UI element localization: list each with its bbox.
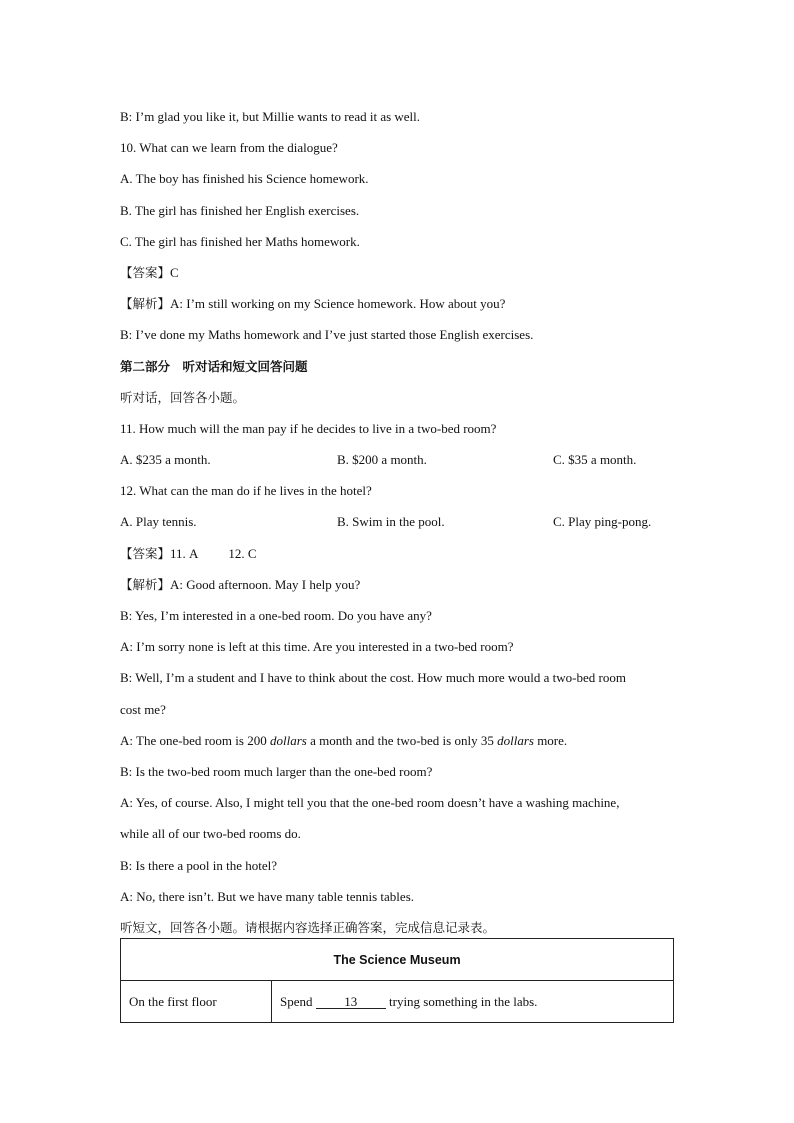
dialogue-line: A: I’m sorry none is left at this time. Are you interested in a two-bed room? xyxy=(120,639,514,655)
instruction-dialogue: 听对话，回答各小题。 xyxy=(120,389,246,405)
question-12-option-c: C. Play ping-pong. xyxy=(553,514,652,530)
table-header-row xyxy=(121,939,674,981)
document-body xyxy=(120,101,676,943)
question-10: 10. What can we learn from the dialogue? xyxy=(120,140,338,156)
answer-value: C xyxy=(170,264,179,280)
question-10-option-a: A. The boy has finished his Science homework. xyxy=(120,171,369,187)
explanation-tag: 【解析】 xyxy=(120,576,171,592)
explanation-line-1 xyxy=(120,288,676,319)
question-11-option-a: A. $235 a month. xyxy=(120,452,211,468)
dialogue-text: a month and the two-bed is only 35 xyxy=(306,732,498,748)
answer-line-1 xyxy=(120,257,676,288)
answer-blank: 13 xyxy=(316,995,386,1009)
dialogue-line: B: I’m glad you like it, but Millie wants to read it as well. xyxy=(120,109,421,124)
dialogue-line xyxy=(120,725,676,756)
dialogue-text: more. xyxy=(533,732,568,748)
explanation-tag: 【解析】 xyxy=(120,296,171,312)
dialogue-line-continued: while all of our two-bed rooms do. xyxy=(120,826,301,842)
answer-value-11: 11. A xyxy=(170,545,199,561)
explanation-line-2: B: I’ve done my Maths homework and I’ve just started those English exercises. xyxy=(120,327,534,343)
answer-tag: 【答案】 xyxy=(120,264,171,280)
table-title: The Science Museum xyxy=(121,939,674,981)
question-11-options xyxy=(120,444,676,475)
question-12-option-a: A. Play tennis. xyxy=(120,514,197,530)
question-11-option-b: B. $200 a month. xyxy=(337,452,427,468)
question-12-options xyxy=(120,506,676,537)
dialogue-line: B: Is there a pool in the hotel? xyxy=(120,857,278,873)
explanation-text: A: Good afternoon. May I help you? xyxy=(170,576,361,592)
cell-text: Spend xyxy=(280,993,316,1009)
explanation-line-3 xyxy=(120,569,676,600)
section-title: 第二部分 听对话和短文回答问题 xyxy=(120,358,308,374)
question-12-option-b: B. Swim in the pool. xyxy=(337,514,445,530)
question-10-option-c: C. The girl has finished her Maths homework. xyxy=(120,233,360,249)
table-row xyxy=(121,981,674,1023)
dialogue-line: B: Well, I’m a student and I have to think about the cost. How much more would a two-bed room xyxy=(120,670,626,686)
cell-text: trying something in the labs. xyxy=(385,993,538,1009)
answer-tag: 【答案】 xyxy=(120,545,171,561)
info-record-table xyxy=(120,938,674,1023)
answer-line-2 xyxy=(120,538,676,569)
dialogue-line-continued: cost me? xyxy=(120,701,166,717)
table-cell-content xyxy=(272,981,674,1023)
question-12: 12. What can the man do if he lives in the hotel? xyxy=(120,483,372,499)
dialogue-text: A: The one-bed room is 200 xyxy=(120,732,270,748)
table-cell-label: On the first floor xyxy=(121,981,272,1023)
answer-value-12: 12. C xyxy=(228,545,257,561)
dialogue-line: B: Is the two-bed room much larger than the one-bed room? xyxy=(120,763,433,779)
explanation-text: A: I’m still working on my Science homework. How about you? xyxy=(170,296,506,312)
question-10-option-b: B. The girl has finished her English exercises. xyxy=(120,202,360,218)
dialogue-emphasis: dollars xyxy=(269,732,307,748)
question-11-option-c: C. $35 a month. xyxy=(553,452,637,468)
dialogue-line: A: No, there isn’t. But we have many table tennis tables. xyxy=(120,888,414,904)
dialogue-line: A: Yes, of course. Also, I might tell you that the one-bed room doesn’t have a washing machine, xyxy=(120,795,620,811)
dialogue-line: B: Yes, I’m interested in a one-bed room. Do you have any? xyxy=(120,608,432,623)
dialogue-emphasis: dollars xyxy=(497,732,534,748)
question-11: 11. How much will the man pay if he decides to live in a two-bed room? xyxy=(120,420,497,436)
instruction-passage: 听短文，回答各小题。请根据内容选择正确答案，完成信息记录表。 xyxy=(120,919,496,935)
